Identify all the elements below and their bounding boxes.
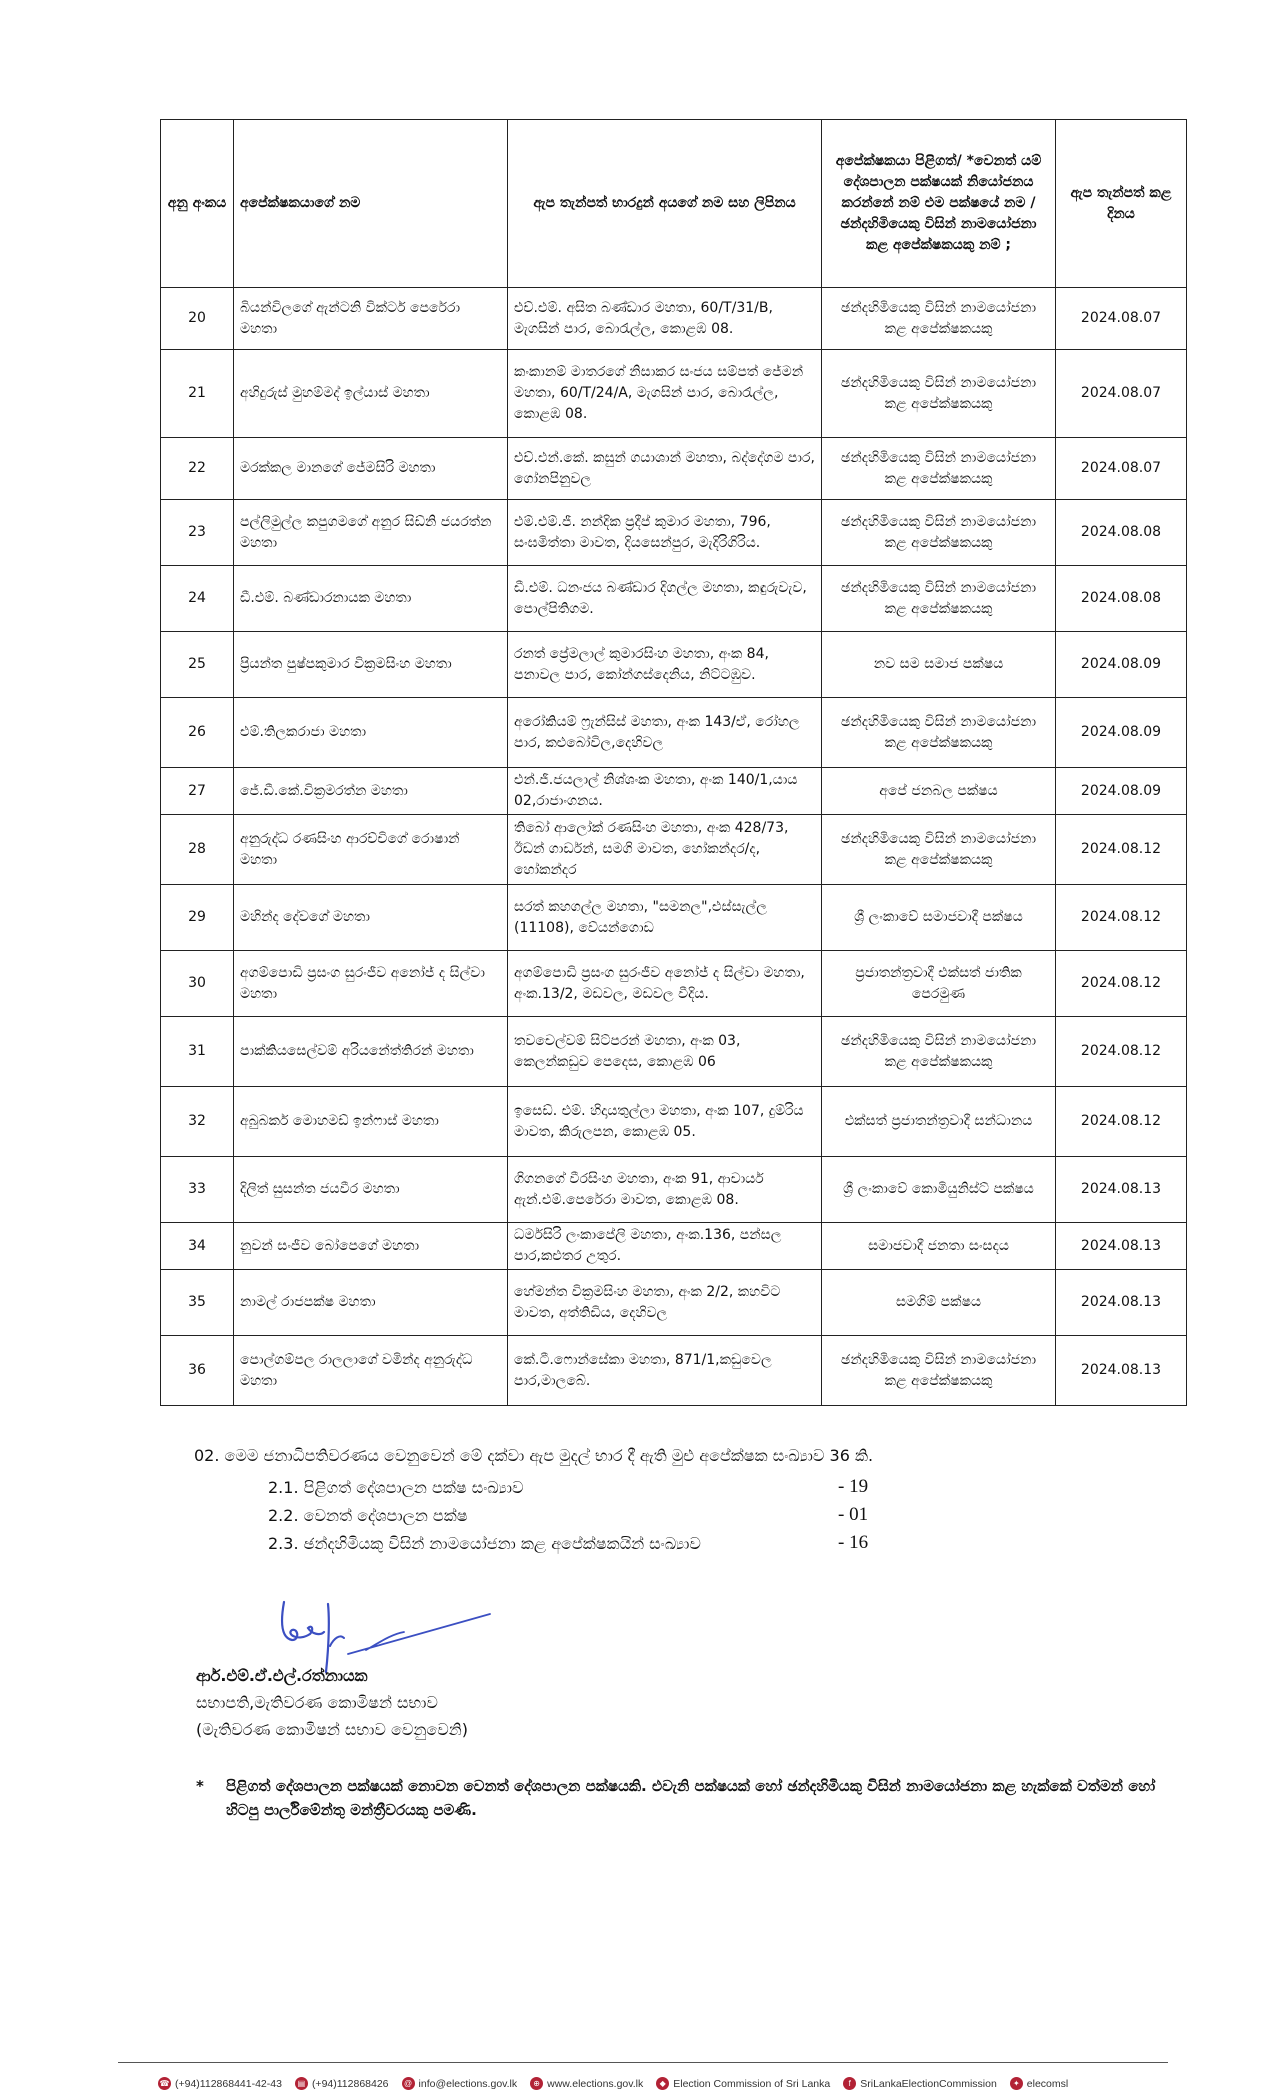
cell-party: ශ්‍රී ලංකාවේ සමාජවාදී පක්ෂය — [822, 885, 1056, 951]
cell-party: සමගිම් පක්ෂය — [822, 1270, 1056, 1336]
table-row — [161, 566, 1187, 632]
cell-deposit-date: 2024.08.12 — [1056, 1017, 1187, 1087]
cell-party: ඡන්දහිමියෙකු විසින් නාමයෝජනා කළ අපේක්ෂකයකු — [822, 815, 1056, 885]
cell-depositor: එන්.ජී.ජයලාල් නිශ්ශංක මහතා, අංක 140/1,යාය 02,රාජාංගනය. — [508, 768, 822, 815]
cell-depositor: ධර්මසිරි ලංකාපේලි මහතා, අංක.136, පන්සල පාර,කළුතර උතුර. — [508, 1223, 822, 1270]
cell-depositor: එච්.එම්. අසිත බණ්ඩාර මහතා, 60/T/31/B, මැගසින් පාර, බොරැල්ල, කොළඹ 08. — [508, 288, 822, 350]
table-row — [161, 1270, 1187, 1336]
cell-deposit-date: 2024.08.09 — [1056, 768, 1187, 815]
footer-contact-item — [295, 2077, 389, 2090]
cell-party: ඡන්දහිමියෙකු විසින් නාමයෝජනා කළ අපේක්ෂකයකු — [822, 1336, 1056, 1406]
cell-party: අපේ ජනබල පක්ෂය — [822, 768, 1056, 815]
cell-party: එක්සත් ප්‍රජාතන්ත්‍රවාදී සන්ධානය — [822, 1087, 1056, 1157]
table-row — [161, 1087, 1187, 1157]
cell-serial-number: 21 — [161, 350, 234, 438]
cell-party: ප්‍රජාතන්ත්‍රවාදී එක්සත් ජාතික පෙරමුණ — [822, 951, 1056, 1017]
summary-count-other-parties: - 01 — [838, 1504, 869, 1525]
signatory-title: සභාපති,මැතිවරණ කොමිෂන් සභාව — [196, 1693, 438, 1712]
table-row — [161, 768, 1187, 815]
cell-depositor: කේ.ටී.ෆොන්සේකා මහතා, 871/1,කඩුවෙල පාර,මාලබේ. — [508, 1336, 822, 1406]
summary-item-independent-candidates: 2.3. ඡන්දහිමියකු විසින් නාමයෝජනා කළ අපේක්ෂකයින් සංඛ්‍යාව — [268, 1534, 701, 1553]
cell-candidate-name: අනුරුද්ධ රණසිංහ ආරච්චිගේ රොෂාන් මහතා — [234, 815, 508, 885]
table-row — [161, 350, 1187, 438]
footer-contact-item — [530, 2077, 643, 2090]
cell-depositor: එම්.එම්.ජී. නන්දික ප්‍රදීප් කුමාර මහතා, 796, සංඝමිත්තා මාවත, දියසෙන්පුර, මැදිරිගිරිය. — [508, 500, 822, 566]
cell-serial-number: 20 — [161, 288, 234, 350]
cell-party: ඡන්දහිමියෙකු විසින් නාමයෝජනා කළ අපේක්ෂකයකු — [822, 500, 1056, 566]
cell-party: ශ්‍රී ලංකාවේ කොමියුනිස්ට් පක්ෂය — [822, 1157, 1056, 1223]
footer-contact-text: (+94)112868426 — [311, 2077, 389, 2090]
web-icon: ⊕ — [530, 2077, 543, 2090]
cell-candidate-name: නාමල් රාජපක්ෂ මහතා — [234, 1270, 508, 1336]
footer-contact-item — [402, 2077, 518, 2090]
cell-depositor: අගම්පොඩි ප්‍රසංග සුරංජීව අනෝජ් ද සිල්වා මහතා, අංක.13/2, මඩවල, මඩවල වීදිය. — [508, 951, 822, 1017]
table-header-row — [161, 120, 1187, 288]
cell-deposit-date: 2024.08.13 — [1056, 1223, 1187, 1270]
cell-deposit-date: 2024.08.12 — [1056, 951, 1187, 1017]
header-serial-number: අනු අංකය — [161, 120, 234, 288]
header-party: අපේක්ෂකයා පිළිගත්/ *වෙනත් යම් දේශපාලන පක්ෂයක් නියෝජනය කරන්නේ නම් එම පක්ෂයේ නම / ඡන්දහිමියෙකු විසින් නාමයෝජනා කළ අපේක්ෂකයකු නම් ; — [822, 120, 1056, 288]
cell-serial-number: 25 — [161, 632, 234, 698]
footer-contact-text: Election Commission of Sri Lanka — [673, 2077, 831, 2090]
cell-candidate-name: අගම්පොඩි ප්‍රසංග සුරංජීව අනෝජ් ද සිල්වා මහතා — [234, 951, 508, 1017]
footer-contact-item — [843, 2077, 997, 2090]
cell-serial-number: 31 — [161, 1017, 234, 1087]
footer-contact-text: (+94)112868441-42-43 — [175, 2077, 282, 2090]
summary-total: 02. මෙම ජනාධිපතිවරණය වෙනුවෙන් මේ දක්වා ඇප මුදල් භාර දී ඇති මුළු අපේක්ෂක සංඛ්‍යාව 36 කි. — [194, 1446, 874, 1465]
cell-deposit-date: 2024.08.09 — [1056, 632, 1187, 698]
cell-depositor: කංකානම් මාතරගේ නිසාකර සංජය සම්පත් ජේමන් මහතා, 60/T/24/A, මැගසින් පාර, බොරැල්ල, කොළඹ 08. — [508, 350, 822, 438]
fax-icon: ▤ — [295, 2077, 308, 2090]
table-row — [161, 885, 1187, 951]
footnote — [196, 1774, 1176, 1822]
cell-serial-number: 22 — [161, 438, 234, 500]
commission-icon: ◆ — [656, 2077, 669, 2090]
cell-deposit-date: 2024.08.08 — [1056, 566, 1187, 632]
cell-serial-number: 29 — [161, 885, 234, 951]
footer-contact-item — [1010, 2077, 1068, 2090]
facebook-icon: f — [843, 2077, 856, 2090]
cell-serial-number: 28 — [161, 815, 234, 885]
cell-party: ඡන්දහිමියෙකු විසින් නාමයෝජනා කළ අපේක්ෂකයකු — [822, 350, 1056, 438]
table-row — [161, 438, 1187, 500]
cell-depositor: සරත් කහගල්ල මහතා, "සමනල",එස්සැල්ල (11108), වේයන්ගොඩ — [508, 885, 822, 951]
cell-candidate-name: පොල්ගම්පල රාලලාගේ වමින්ද අනුරුද්ධ මහතා — [234, 1336, 508, 1406]
cell-candidate-name: ඩී.එම්. බණ්ඩාරනායක මහතා — [234, 566, 508, 632]
cell-candidate-name: අහිදුරුස් මුහම්මද් ඉල්යාස් මහතා — [234, 350, 508, 438]
footer-contact-text: elecomsl — [1026, 2077, 1069, 2090]
cell-deposit-date: 2024.08.07 — [1056, 350, 1187, 438]
cell-party: ඡන්දහිමියෙකු විසින් නාමයෝජනා කළ අපේක්ෂකයකු — [822, 288, 1056, 350]
summary-item-other-parties: 2.2. වෙනත් දේශපාලන පක්ෂ — [268, 1506, 468, 1525]
cell-party: නව සම සමාජ පක්ෂය — [822, 632, 1056, 698]
cell-candidate-name: එම්.තිලකරාජා මහතා — [234, 698, 508, 768]
footer-contact-item — [656, 2077, 830, 2090]
table-row — [161, 632, 1187, 698]
cell-serial-number: 33 — [161, 1157, 234, 1223]
cell-depositor: තිබෝ ආලෝක් රණසිංහ මහතා, අංක 428/73, ඊඩන් ගාර්ඩන්, සමගි මාවත, හෝකන්දර/ද, හෝකන්දර — [508, 815, 822, 885]
table-row — [161, 698, 1187, 768]
cell-serial-number: 23 — [161, 500, 234, 566]
header-depositor: ඇප තැන්පත් භාරදුන් අයගේ නම සහ ලිපිනය — [508, 120, 822, 288]
signatory-name: ආර්.එම්.ඒ.එල්.රත්නායක — [196, 1666, 368, 1685]
cell-depositor: තවචෙල්වම් සිට්පරන් මහතා, අංක 03, කෙලන්කඩුව පෙදෙස, කොළඹ 06 — [508, 1017, 822, 1087]
cell-candidate-name: බියන්විලගේ ඇන්ටනි වික්ටර් පෙරේරා මහතා — [234, 288, 508, 350]
cell-deposit-date: 2024.08.08 — [1056, 500, 1187, 566]
footnote-asterisk: * — [196, 1777, 204, 1795]
cell-deposit-date: 2024.08.13 — [1056, 1336, 1187, 1406]
cell-candidate-name: අබුබකර් මොහමඩ් ඉන්ෆාස් මහතා — [234, 1087, 508, 1157]
cell-candidate-name: මහින්ද දේවගේ මහතා — [234, 885, 508, 951]
table-row — [161, 1223, 1187, 1270]
cell-serial-number: 27 — [161, 768, 234, 815]
footer-contact-text: info@elections.gov.lk — [418, 2077, 518, 2090]
candidate-deposit-table — [160, 119, 1187, 1406]
cell-party: ඡන්දහිමියෙකු විසින් නාමයෝජනා කළ අපේක්ෂකයකු — [822, 1017, 1056, 1087]
cell-deposit-date: 2024.08.13 — [1056, 1270, 1187, 1336]
cell-candidate-name: පල්ලිමුල්ල කපුගමගේ අනුර සිඩ්නි ජයරත්න මහතා — [234, 500, 508, 566]
table-row — [161, 951, 1187, 1017]
cell-depositor: ඩී.එම්. ධනංජය බණ්ඩාර දිගල්ල මහතා, කඳුරුවැව, පොල්පිතිගම. — [508, 566, 822, 632]
cell-deposit-date: 2024.08.07 — [1056, 438, 1187, 500]
summary-count-independent-candidates: - 16 — [838, 1532, 869, 1553]
cell-serial-number: 26 — [161, 698, 234, 768]
cell-depositor: එච්.එන්.කේ. කසුන් ගයාශාන් මහතා, බද්දේගම පාර, ගෝනපිනුවල — [508, 438, 822, 500]
phone-icon: ☎ — [158, 2077, 171, 2090]
table-row — [161, 288, 1187, 350]
signature-mark — [270, 1594, 530, 1674]
footnote-text: පිළිගත් දේශපාලන පක්ෂයක් නොවන වෙනත් දේශපාලන පක්ෂයකි. එවැනි පක්ෂයක් හෝ ඡන්දහිමියකු විසින් නාමයෝජනා කළ හැක්කේ වත්මන් හෝ හිටපු පාර්ලිමේන්තු මන්ත්‍රීවරයකු පමණි. — [226, 1777, 1156, 1819]
table-row — [161, 500, 1187, 566]
cell-deposit-date: 2024.08.09 — [1056, 698, 1187, 768]
cell-candidate-name: දිලිත් සුසන්ත ජයවීර මහතා — [234, 1157, 508, 1223]
signatory-behalf: (මැතිවරණ කොමිෂන් සභාව වෙනුවෙනි) — [196, 1720, 468, 1739]
cell-deposit-date: 2024.08.12 — [1056, 885, 1187, 951]
footer-divider — [118, 2062, 1168, 2063]
cell-party: ඡන්දහිමියෙකු විසින් නාමයෝජනා කළ අපේක්ෂකයකු — [822, 566, 1056, 632]
cell-depositor: හේමන්ත වික්‍රමසිංහ මහතා, අංක 2/2, කහවිට මාවත, අත්තිඩිය, දෙහිවල — [508, 1270, 822, 1336]
cell-candidate-name: පාක්කියසෙල්වම් අරියනේත්තිරන් මහතා — [234, 1017, 508, 1087]
cell-candidate-name: ජේ.ඩී.කේ.වික්‍රමරත්න මහතා — [234, 768, 508, 815]
table-row — [161, 1017, 1187, 1087]
cell-serial-number: 36 — [161, 1336, 234, 1406]
cell-deposit-date: 2024.08.12 — [1056, 1087, 1187, 1157]
cell-deposit-date: 2024.08.07 — [1056, 288, 1187, 350]
table-row — [161, 815, 1187, 885]
cell-deposit-date: 2024.08.13 — [1056, 1157, 1187, 1223]
cell-serial-number: 32 — [161, 1087, 234, 1157]
cell-depositor: ඉසෙඩ්. එම්. හිදායතුල්ලා මහතා, අංක 107, දුම්රිය මාවත, කිරුලපන, කොළඹ 05. — [508, 1087, 822, 1157]
footer-contact-item — [158, 2077, 282, 2090]
cell-depositor: ගිගනගේ වීරසිංහ මහතා, අංක 91, ආචාර්ය ඇන්.එම්.පෙරේරා මාවත, කොළඹ 08. — [508, 1157, 822, 1223]
footer-contact-text: SriLankaElectionCommission — [860, 2077, 997, 2090]
cell-serial-number: 34 — [161, 1223, 234, 1270]
contact-footer — [158, 2077, 1158, 2090]
header-candidate-name: අපේක්ෂකයාගේ නම — [234, 120, 508, 288]
cell-serial-number: 30 — [161, 951, 234, 1017]
twitter-icon: ✦ — [1010, 2077, 1023, 2090]
email-icon: @ — [402, 2077, 415, 2090]
cell-serial-number: 24 — [161, 566, 234, 632]
table-row — [161, 1157, 1187, 1223]
cell-candidate-name: නුවන් සංජීව බෝපෙගේ මහතා — [234, 1223, 508, 1270]
cell-party: සමාජවාදී ජනතා සංසදය — [822, 1223, 1056, 1270]
summary-item-recognized-parties: 2.1. පිළිගත් දේශපාලන පක්ෂ සංඛ්‍යාව — [268, 1478, 524, 1497]
cell-depositor: අරෝකියම් ෆ්‍රැන්සිස් මහතා, අංක 143/ඒ, රෝහල පාර, කළුබෝවිල,දෙහිවල — [508, 698, 822, 768]
summary-count-recognized-parties: - 19 — [838, 1476, 869, 1497]
cell-serial-number: 35 — [161, 1270, 234, 1336]
header-deposit-date: ඇප තැන්පත් කළ දිනය — [1056, 120, 1187, 288]
table-row — [161, 1336, 1187, 1406]
cell-party: ඡන්දහිමියෙකු විසින් නාමයෝජනා කළ අපේක්ෂකයකු — [822, 698, 1056, 768]
cell-deposit-date: 2024.08.12 — [1056, 815, 1187, 885]
cell-depositor: රනත් ප්‍රේමලාල් කුමාරසිංහ මහතා, අංක 84, පනාවල පාර, කෝන්ගස්දෙනිය, නිට්ටඹුව. — [508, 632, 822, 698]
footer-contact-text: www.elections.gov.lk — [547, 2077, 644, 2090]
cell-party: ඡන්දහිමියෙකු විසින් නාමයෝජනා කළ අපේක්ෂකයකු — [822, 438, 1056, 500]
cell-candidate-name: මරක්කල මානගේ ජේමසිරි මහතා — [234, 438, 508, 500]
cell-candidate-name: ප්‍රියන්ත පුෂ්පකුමාර වික්‍රමසිංහ මහතා — [234, 632, 508, 698]
